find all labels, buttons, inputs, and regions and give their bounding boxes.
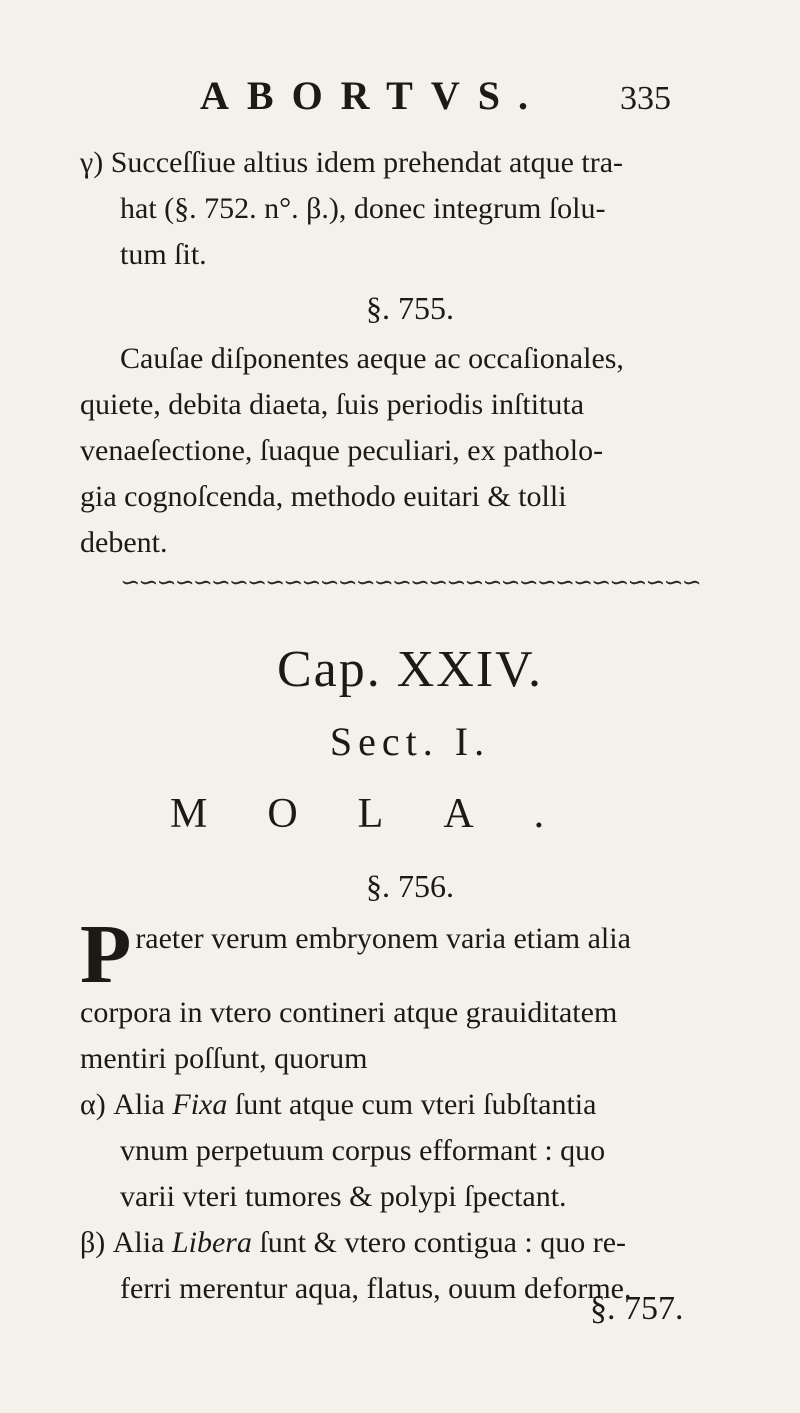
drop-capital: P bbox=[80, 908, 132, 1001]
item-word: Alia bbox=[112, 1226, 165, 1259]
text-line: tum ſit. bbox=[120, 238, 207, 271]
text-line: varii vteri tumores & polypi ſpectant. bbox=[120, 1180, 567, 1213]
item-emphasis: Libera bbox=[171, 1226, 252, 1259]
ornamental-rule: ∽∽∽∽∽∽∽∽∽∽∽∽∽∽∽∽∽∽∽∽∽∽∽∽∽∽∽∽∽∽∽∽ bbox=[120, 568, 700, 596]
text-line: quiete, debita diaeta, ſuis periodis inſtituta bbox=[80, 388, 585, 421]
paragraph-756 bbox=[80, 908, 730, 1312]
catchword: §. 757. bbox=[590, 1290, 684, 1327]
text-line: mentiri poſſunt, quorum bbox=[80, 1042, 368, 1075]
section-number-756: §. 756. bbox=[366, 868, 454, 904]
page-number: 335 bbox=[620, 80, 671, 117]
item-emphasis: Fixa bbox=[172, 1088, 228, 1121]
text-line: gia cognoſcenda, methodo euitari & tolli bbox=[80, 480, 567, 513]
running-head: ABORTVS. bbox=[200, 73, 546, 118]
item-beta bbox=[80, 1220, 730, 1266]
item-alpha bbox=[80, 1082, 730, 1128]
item-text: ſunt atque cum vteri ſubſtantia bbox=[234, 1088, 597, 1121]
chapter-heading: Cap. XXIV. bbox=[276, 641, 544, 698]
text-line: hat (§. 752. n°. β.), donec integrum ſolu- bbox=[120, 192, 606, 225]
text-line: debent. bbox=[80, 526, 168, 559]
item-word: Alia bbox=[113, 1088, 165, 1121]
item-text: ſunt & vtero contigua : quo re- bbox=[259, 1226, 627, 1259]
paragraph-gamma bbox=[80, 140, 730, 278]
section-heading: Sect. I. bbox=[329, 719, 491, 764]
text-line: γ) Succeſſiue altius idem prehendat atque tra- bbox=[80, 146, 624, 179]
text-line: corpora in vtero contineri atque grauiditatem bbox=[80, 996, 618, 1029]
section-number-755: §. 755. bbox=[366, 290, 454, 326]
text-line: Cauſae diſponentes aeque ac occaſionales, bbox=[120, 342, 624, 375]
topic-title: MOLA. bbox=[170, 791, 605, 837]
text-line: raeter verum embryonem varia etiam alia bbox=[135, 922, 631, 955]
text-line: ferri merentur aqua, flatus, ouum deforme. bbox=[120, 1272, 632, 1305]
item-marker: α) bbox=[80, 1088, 106, 1121]
paragraph-755 bbox=[80, 336, 730, 566]
text-line: venaeſectione, ſuaque peculiari, ex patholo- bbox=[80, 434, 604, 467]
item-marker: β) bbox=[80, 1226, 106, 1259]
text-line: vnum perpetuum corpus efformant : quo bbox=[120, 1134, 606, 1167]
